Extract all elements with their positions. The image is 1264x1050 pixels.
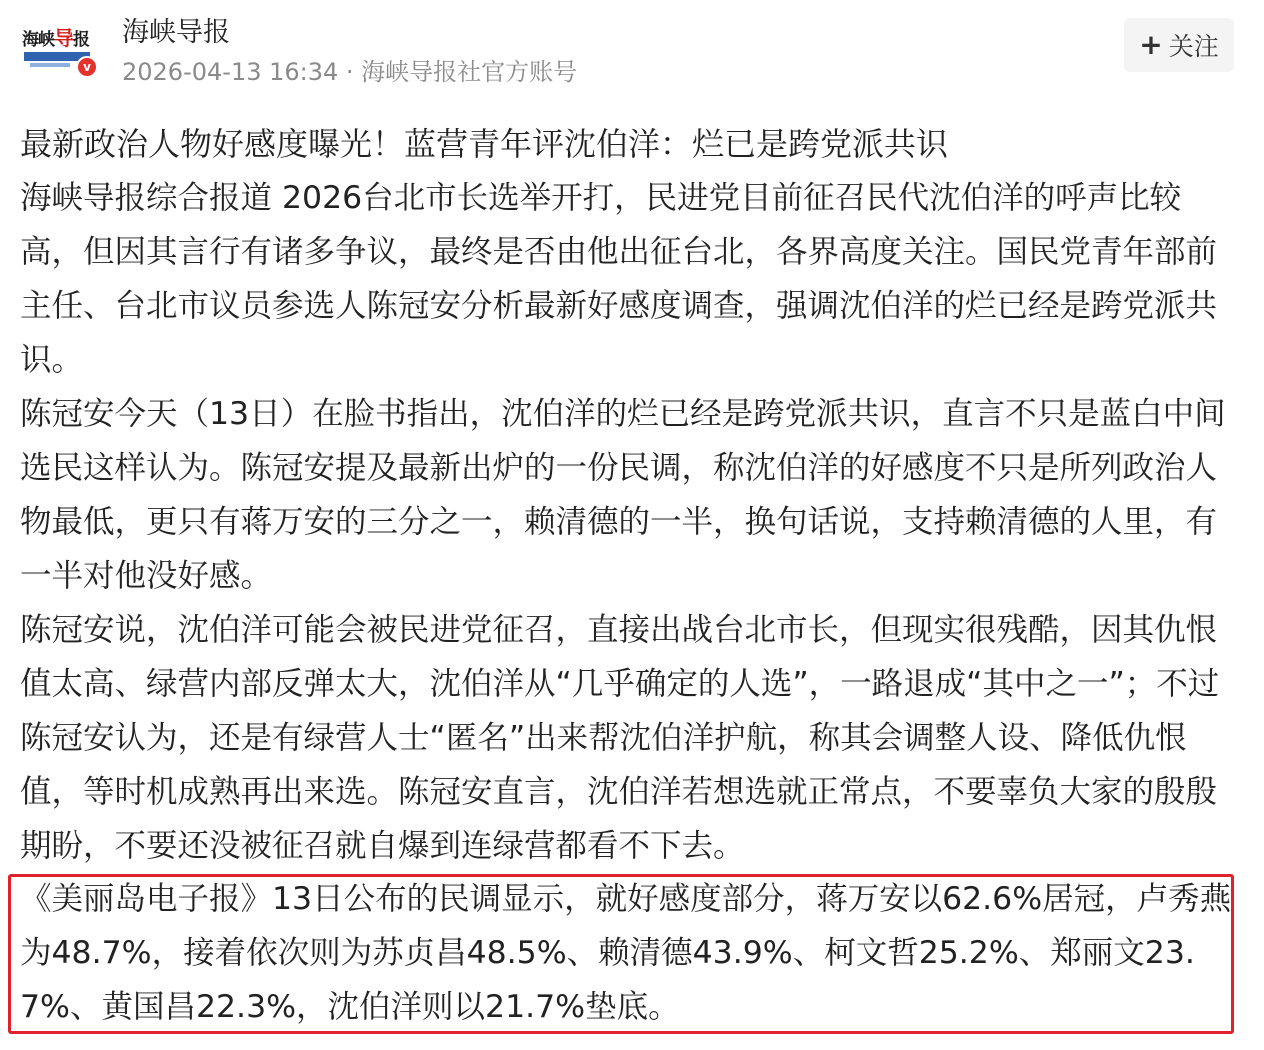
article-paragraph: 陈冠安今天（13日）在脸书指出，沈伯洋的烂已经是跨党派共识，直言不只是蓝白中间选民这样认为。陈冠安提及最新出炉的一份民调，称沈伯洋的好感度不只是所列政治人物最低，更只有蒋万安的三分之一，赖清德的一半，换句话说，支持赖清德的人里，有一半对他没好感。	[20, 396, 1226, 594]
newspaper-logo: 海峡导报	[22, 26, 89, 50]
plus-icon: +	[1139, 28, 1163, 61]
logo-subband	[30, 63, 70, 67]
highlighted-section	[20, 872, 1232, 1034]
article-body	[20, 117, 1244, 873]
follow-button[interactable]	[1124, 18, 1234, 72]
article-paragraph: 海峡导报综合报道 2026台北市长选举开打，民进党目前征召民代沈伯洋的呼声比较高，但因其言行有诸多争议，最终是否由他出征台北，各界高度关注。国民党青年部前主任、台北市议员参选人陈冠安分析最新好感度调查，强调沈伯洋的烂已经是跨党派共识。	[20, 180, 1218, 378]
post-header	[0, 0, 1264, 100]
avatar[interactable]	[18, 14, 100, 80]
highlighted-paragraph: 《美丽岛电子报》13日公布的民调显示，就好感度部分，蒋万安以62.6%居冠，卢秀燕为48.7%，接着依次则为苏贞昌48.5%、赖清德43.9%、柯文哲25.2%、郑丽文23.7%、黄国昌22.3%，沈伯洋则以21.7%垫底。	[20, 881, 1232, 1025]
post-meta: 2026-04-13 16:34 · 海峡导报社官方账号	[122, 58, 578, 86]
account-name[interactable]: 海峡导报	[122, 17, 230, 48]
verified-badge-icon: v	[76, 56, 98, 78]
follow-label: 关注	[1168, 32, 1219, 61]
article-title: 最新政治人物好感度曝光！蓝营青年评沈伯洋：烂已是跨党派共识	[20, 125, 949, 163]
article-paragraph: 陈冠安说，沈伯洋可能会被民进党征召，直接出战台北市长，但现实很残酷，因其仇恨值太高、绿营内部反弹太大，沈伯洋从“几乎确定的人选”，一路退成“其中之一”；不过陈冠安认为，还是有绿营人士“匿名”出来帮沈伯洋护航，称其会调整人设、降低仇恨值，等时机成熟再出来选。陈冠安直言，沈伯洋若想选就正常点，不要辜负大家的殷殷期盼，不要还没被征召就自爆到连绿营都看不下去。	[20, 612, 1220, 864]
